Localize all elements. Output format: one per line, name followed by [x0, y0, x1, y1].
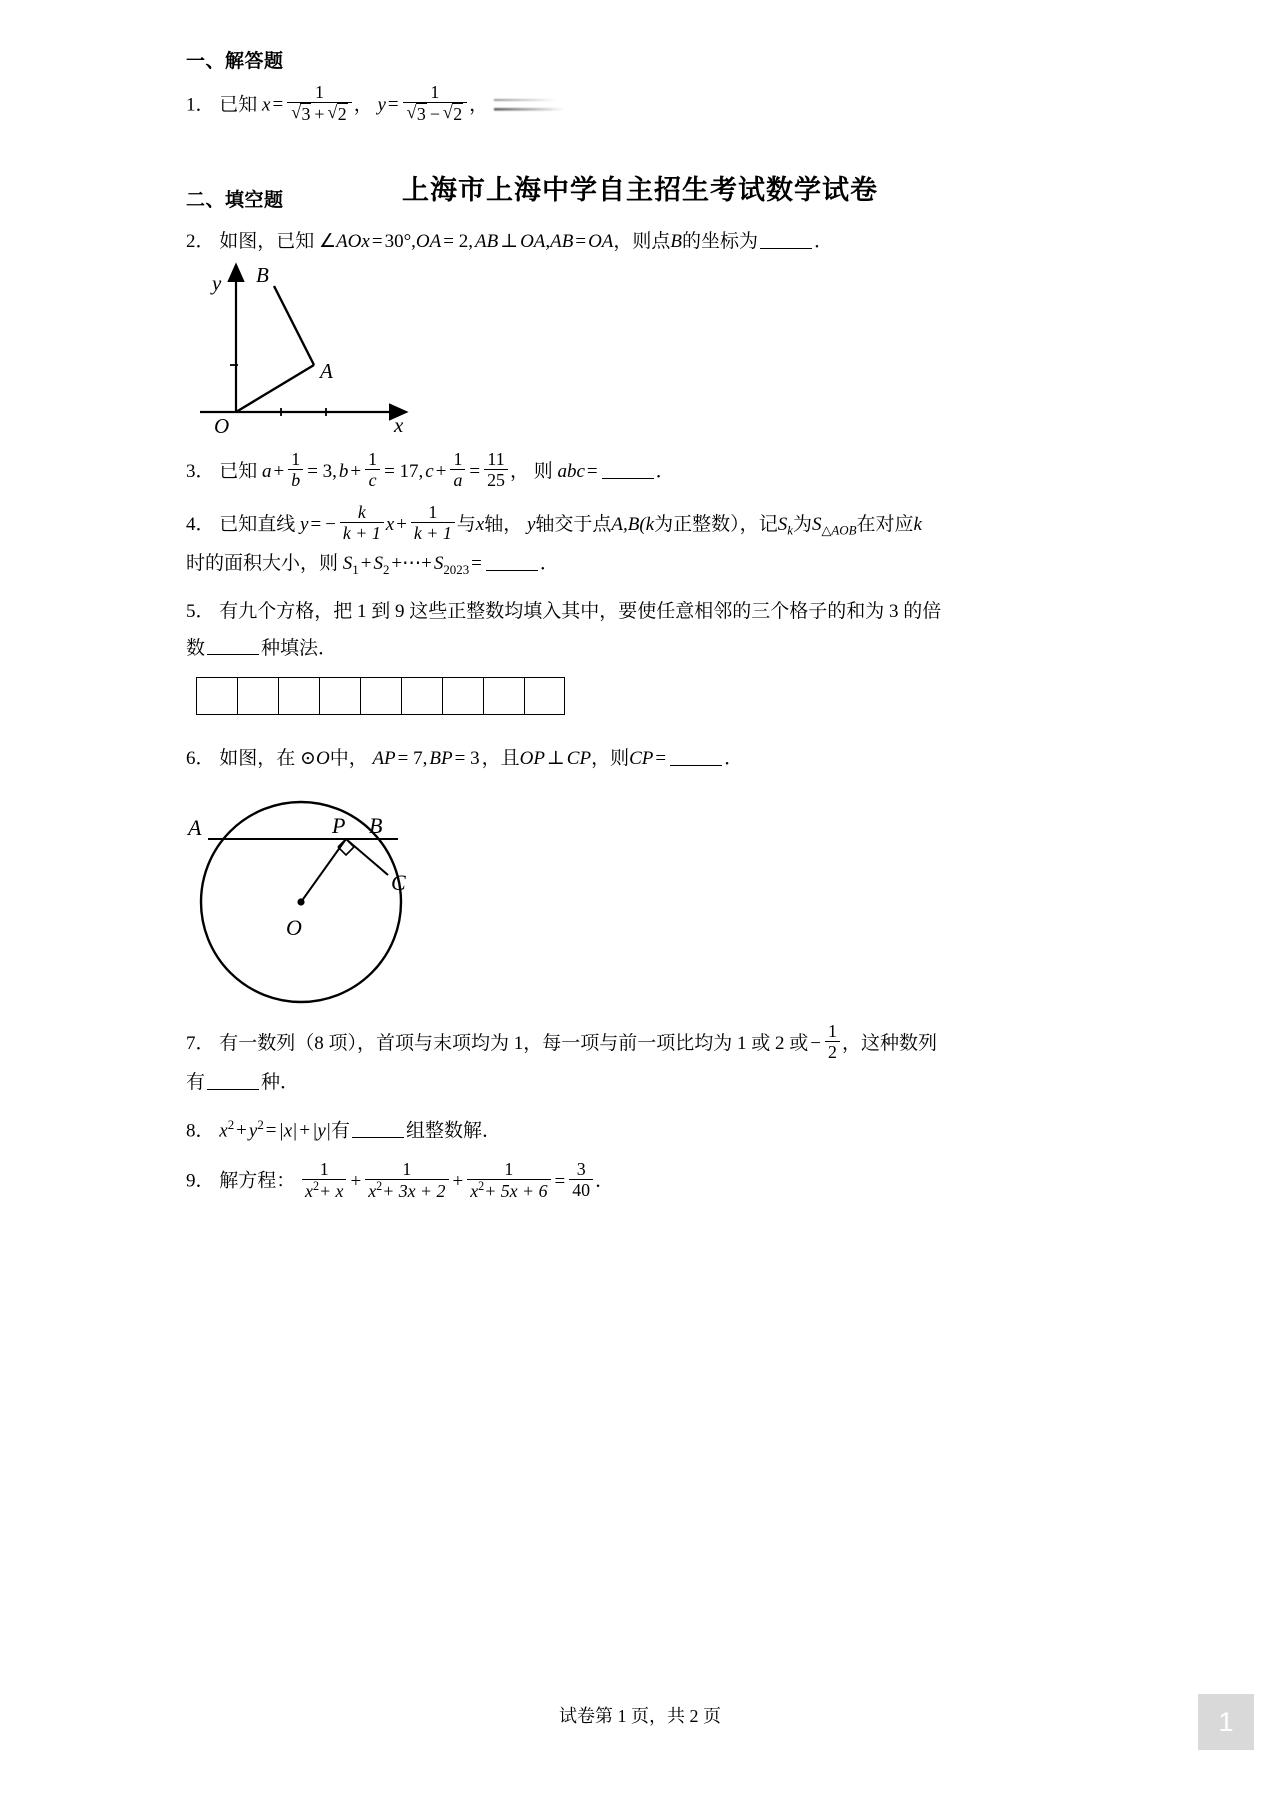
answer-blank-q3[interactable] [602, 460, 654, 479]
question-4-line-2: 时的面积大小，则 $S_1 + S_2$ +⋯+ $S_{2023}$ = ． [186, 553, 559, 577]
nine-cell-grid [196, 677, 1096, 715]
label-x-axis: x [394, 413, 404, 436]
question-1-lead: 已知 [219, 94, 258, 116]
label-point-A: A [320, 359, 333, 384]
page-number-badge: 1 [1198, 1694, 1254, 1750]
label-point-B: B [256, 263, 269, 288]
question-9: 9． 解方程： $\frac{1}{x^2+ x}$ + $\frac{1}{x^2+ 3x + 2}$ + $\frac{1}{x^2+ 5x + 6}$ = $\frac{3}{40}$ ． [186, 1158, 615, 1201]
question-1-fraction-y: 1 √ 3 − √ 2 [403, 82, 468, 124]
question-2-lead: 如图，已知 [219, 231, 315, 252]
figure-coordinate-plane-q2 [186, 260, 1096, 440]
page-title: 上海市上海中学自主招生考试数学试卷 [402, 175, 878, 205]
question-3-number: 3． [186, 460, 215, 482]
answer-blank-q8[interactable] [352, 1119, 404, 1138]
label-y-axis: y [212, 271, 222, 296]
section-heading-2: 二、填空题 [186, 190, 284, 211]
grid-cell[interactable] [196, 677, 237, 715]
question-7-line-2: 有 种． [186, 1071, 300, 1093]
question-1-fraction-x: 1 √ 3 + √ 2 [287, 82, 352, 124]
section-heading-1: 一、解答题 [186, 51, 284, 72]
angle-symbol: ∠ [319, 231, 337, 252]
question-1-var-x: x [262, 94, 271, 116]
figure-circle-q6 [186, 777, 1096, 1012]
question-1-var-y: y [377, 94, 386, 116]
question-5-line-1: 5． 有九个方格，把 1 到 9 这些正整数均填入其中，要使任意相邻的三个格子的和为 3 的倍 [186, 601, 942, 623]
grid-cell[interactable] [442, 677, 483, 715]
question-4-line-1: 4． 已知直线 y = − $\frac{k}{k + 1}$ x + $\frac{1}{k + 1}$ 与x轴， y轴交于点A,B(k为正整数），记$S_k$为$S_{\triangle AOB}$在对应k [186, 502, 922, 544]
exam-content [186, 0, 1096, 1203]
answer-blank-q5[interactable] [207, 636, 259, 655]
center-point-dot [297, 898, 304, 905]
grid-cell[interactable] [524, 677, 565, 715]
question-4-number: 4． [186, 513, 215, 535]
label-point-C: C [391, 869, 406, 895]
question-2: 2． 如图，已知 ∠AOx = 30°,OA = 2, AB ⊥ OA,AB = OA，则点B的坐标为 ． [186, 231, 834, 252]
question-3: 3． 已知 a + $\frac{1}{b}$ = 3, b + $\frac{1}{c}$ = 17, c + $\frac{1}{a}$ = $\frac{11}{25}$ ， 则 abc = ． [186, 449, 675, 491]
grid-cell[interactable] [360, 677, 401, 715]
segment-OA [236, 365, 314, 412]
grid-cell[interactable] [278, 677, 319, 715]
question-6-number: 6． [186, 747, 215, 769]
label-point-P: P [332, 812, 346, 838]
question-8: 8． $x^2 + y^2 = |x| + |y|$有 组整数解． [186, 1116, 502, 1142]
question-9-number: 9． [186, 1170, 215, 1192]
answer-blank-q2[interactable] [760, 230, 812, 249]
question-7-number: 7． [186, 1032, 215, 1054]
grid-cell[interactable] [237, 677, 278, 715]
question-1-eq: = [272, 94, 284, 116]
question-2-number: 2． [186, 231, 215, 252]
answer-blank-q4[interactable] [486, 552, 538, 571]
label-center-O: O [286, 914, 302, 940]
grid-cell[interactable] [401, 677, 442, 715]
question-1-number: 1． [186, 94, 215, 116]
circle-o-symbol: ⊙O [300, 747, 330, 769]
label-origin-O: O [214, 414, 230, 436]
page-footer: 试卷第 1 页，共 2 页 [559, 1706, 721, 1726]
question-5-number: 5． [186, 601, 215, 623]
question-1-comma-1: ， [353, 94, 373, 116]
label-point-B: B [369, 812, 383, 838]
question-5-line-2: 数 种填法． [186, 637, 338, 659]
question-1-comma-2: ， [469, 94, 489, 116]
question-7-line-1: 7． 有一数列（8 项），首项与末项均为 1，每一项与前一项比均为 1 或 2 或 − $\frac{1}{2}$ ，这种数列 [186, 1021, 937, 1063]
label-point-A: A [188, 814, 202, 840]
segment-AB [274, 286, 314, 365]
question-6: 6． 如图，在 ⊙O中， AP = 7, BP = 3 ，且OP ⊥ CP，则CP = ． [186, 747, 744, 769]
answer-blank-q7[interactable] [207, 1071, 259, 1090]
perpendicular-symbol: ⊥ [500, 231, 519, 252]
question-8-number: 8． [186, 1120, 215, 1142]
grid-cell[interactable] [483, 677, 524, 715]
question-1: 1． 已知 x = 1 √ 3 + √ 2 ， y = 1 √ 3 − √ 2 ， [186, 85, 1096, 127]
redacted-text-blur [494, 95, 580, 117]
grid-cell[interactable] [319, 677, 360, 715]
answer-blank-q6[interactable] [670, 746, 722, 765]
